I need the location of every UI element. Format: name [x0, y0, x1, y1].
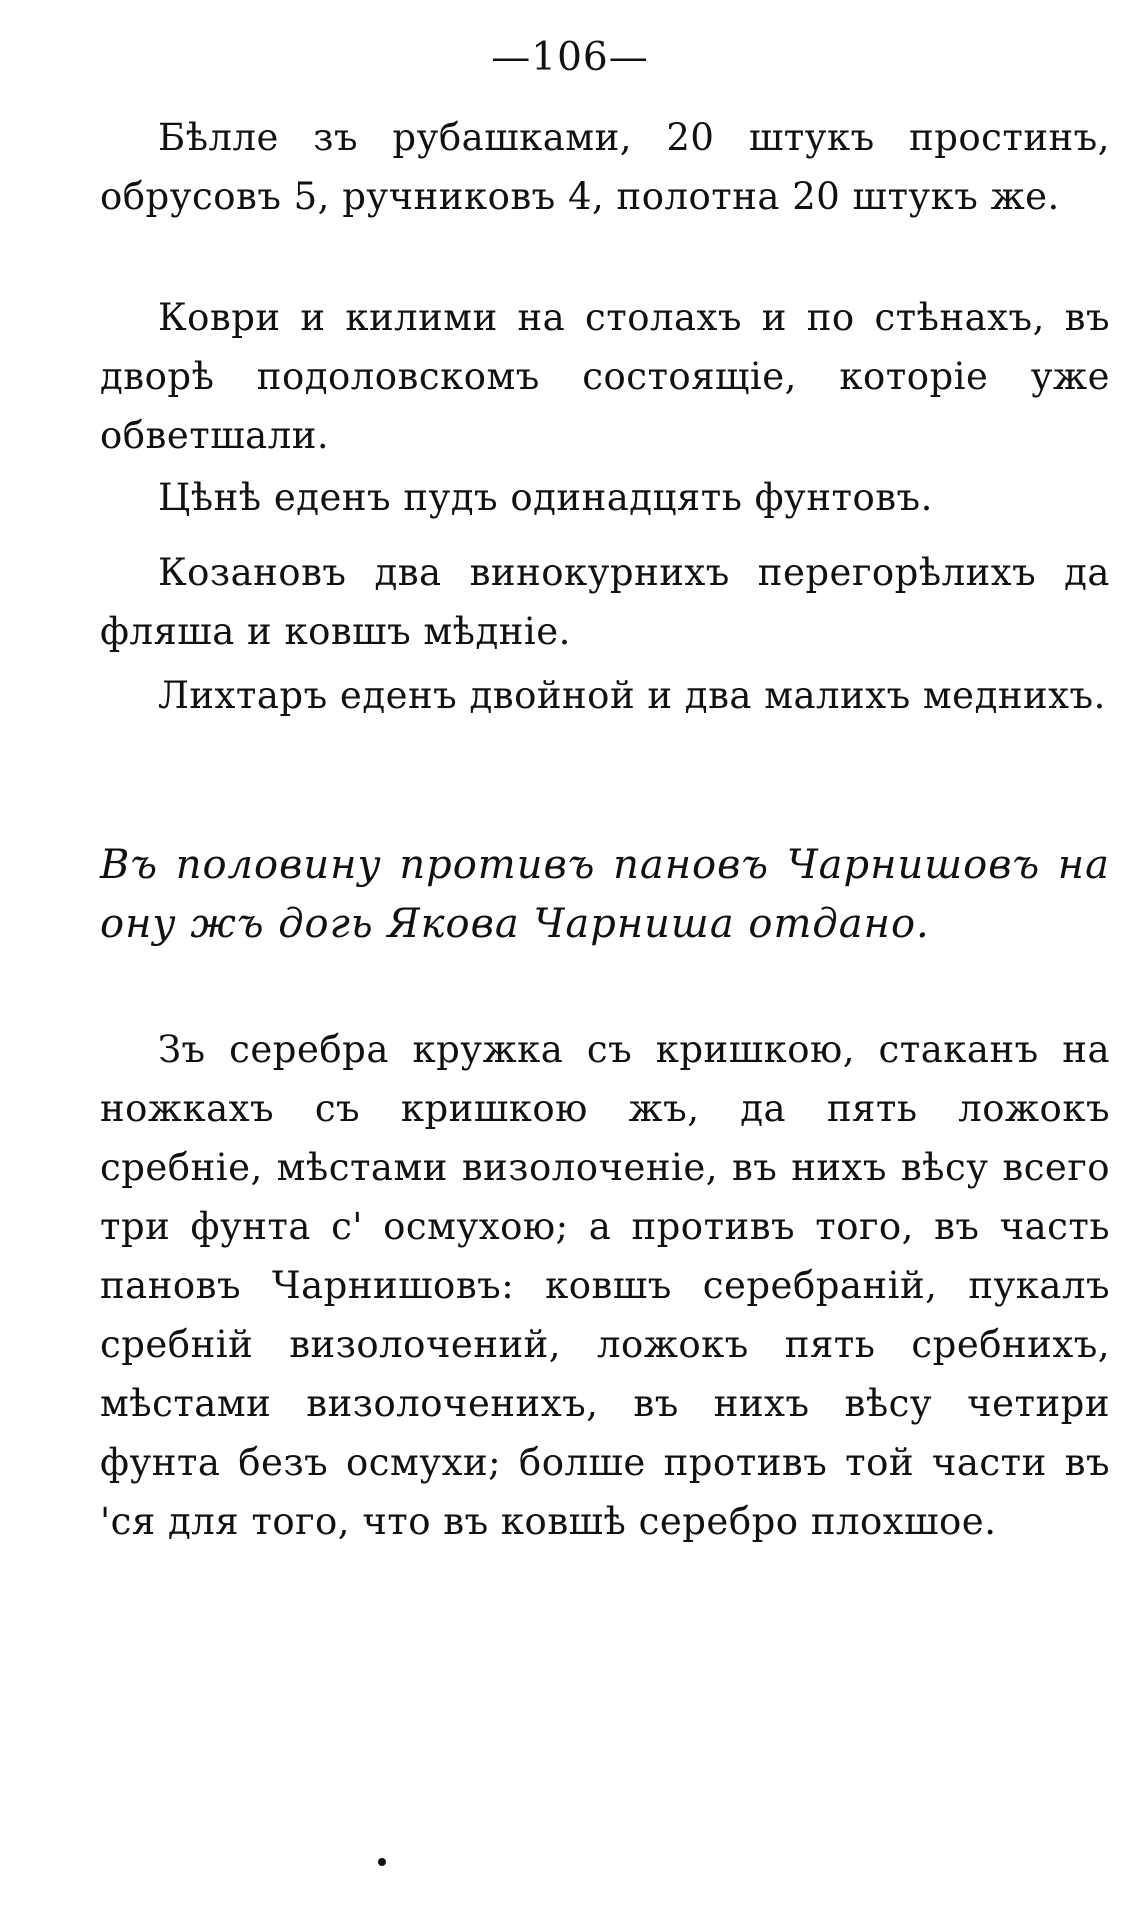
paragraph-carpets: Коври и килими на столахъ и по стѣнахъ, въ дворѣ подоловскомъ состоящіе, которіе уже обветшали. [100, 296, 1110, 457]
ink-dot [378, 1858, 386, 1866]
paragraph-candlesticks: Лихтаръ еденъ двойной и два малихъ меднихъ. [158, 674, 1106, 717]
page-number: —106— [491, 35, 649, 80]
paragraph-cauldrons: Козановъ два винокурнихъ перегорѣлихъ да фляша и ковшъ мѣдніе. [100, 551, 1110, 653]
section-heading: Въ половину противъ пановъ Чарнишовъ на ону жъ догь Якова Чарниша отдано. [100, 842, 1110, 947]
paragraph-price: Цѣнѣ еденъ пудъ одинадцять фунтовъ. [158, 476, 933, 519]
paragraph-silver: Зъ серебра кружка съ кришкою, стаканъ на ножкахъ съ кришкою жъ, да пять ложокъ сребніе, мѣстами визолоченіе, въ нихъ вѣсу всего три фунта с' осмухою; а противъ того, въ часть пановъ Чарнишовъ: ковшъ серебраній, пукалъ сребній визолочений, ложокъ пять сребнихъ, мѣстами визолоченихъ, въ нихъ вѣсу четири фунта безъ осмухи; болше противъ той части въ 'ся для того, что въ ковшѣ серебро плохшое. [100, 1028, 1110, 1543]
paragraph-linen: Бѣлле зъ рубашками, 20 штукъ простинъ, обрусовъ 5, ручниковъ 4, полотна 20 штукъ же. [100, 116, 1110, 218]
